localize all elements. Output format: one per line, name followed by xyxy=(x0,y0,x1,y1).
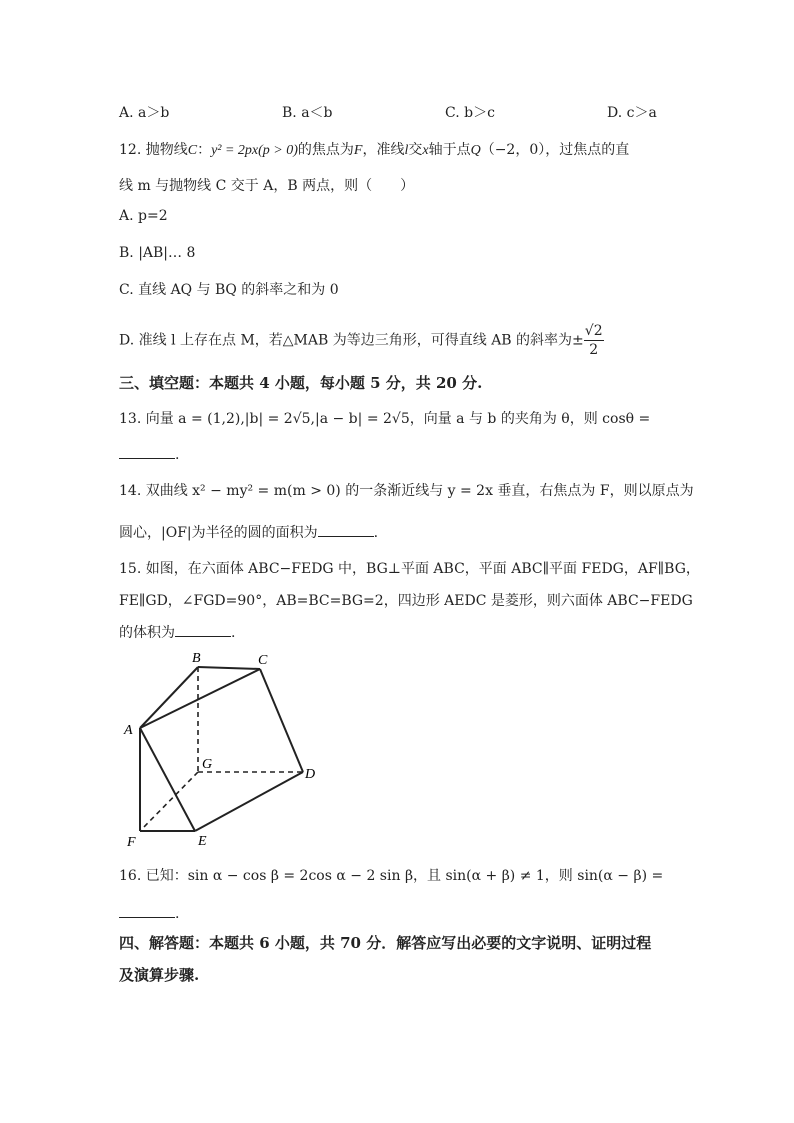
q16-stem: 16. 已知：sin α − cos β = 2cos α − 2 sin β，且 sin(α + β) ≠ 1，则 sin(α − β) = xyxy=(119,868,664,884)
section-3-heading: 三、填空题：本题共 4 小题，每小题 5 分，共 20 分. xyxy=(119,374,483,392)
label-c: C xyxy=(258,653,268,668)
q15-stem-line1: 15. 如图，在六面体 ABC−FEDG 中，BG⊥平面 ABC，平面 ABC∥平面 FEDG，AF∥BG， xyxy=(119,561,700,577)
q11-option-d: D. c＞a xyxy=(607,105,657,121)
q12-option-b: B. |AB|… 8 xyxy=(119,245,196,261)
label-g: G xyxy=(202,757,213,772)
q14-stem-line1: 14. 双曲线 x² − my² = m(m > 0) 的一条渐近线与 y = 2x 垂直，右焦点为 F，则以原点为 xyxy=(119,483,694,499)
q12-stem-line1: 12. 抛物线C：y² = 2px(p > 0)的焦点为F，准线l交x轴于点Q（−2，0），过焦点的直 xyxy=(119,142,630,158)
edge-ab xyxy=(140,667,198,728)
edge-de xyxy=(195,772,303,831)
hexahedron-figure xyxy=(115,645,330,850)
q16-blank[interactable] xyxy=(119,903,175,918)
label-e: E xyxy=(198,834,207,849)
fraction-sqrt2-over-2: $\frac{√2}{2}$ xyxy=(584,323,603,358)
q15-stem-line2: FE∥GD，∠FGD=90°，AB=BC=BG=2，四边形 AEDC 是菱形，则六面体 ABC−FEDG xyxy=(119,593,693,609)
q11-option-b: B. a＜b xyxy=(282,105,333,121)
section-4-heading-line1: 四、解答题：本题共 6 小题，共 70 分．解答应写出必要的文字说明、证明过程 xyxy=(119,934,652,952)
edge-bc xyxy=(198,667,260,669)
q16-answer-line: . xyxy=(119,903,179,924)
label-d: D xyxy=(305,767,316,782)
q13-blank[interactable] xyxy=(119,444,175,459)
label-b: B xyxy=(192,651,201,666)
q12-option-d: D. 准线 l 上存在点 M，若△MAB 为等边三角形，可得直线 AB 的斜率为± $\frac{√2}{2}$ xyxy=(119,323,603,358)
q12-option-a: A. p=2 xyxy=(119,208,168,224)
q11-option-c: C. b＞c xyxy=(445,105,495,121)
edge-ae xyxy=(140,728,195,831)
label-a: A xyxy=(124,723,133,738)
q11-option-a: A. a＞b xyxy=(119,105,170,121)
section-4-heading-line2: 及演算步骤. xyxy=(119,966,200,984)
q14-stem-line2: 圆心，|OF|为半径的圆的面积为 . xyxy=(119,522,378,543)
q15-stem-line3: 的体积为 . xyxy=(119,622,235,643)
q15-blank[interactable] xyxy=(175,622,231,637)
q12-option-c: C. 直线 AQ 与 BQ 的斜率之和为 0 xyxy=(119,282,339,298)
edge-ac xyxy=(140,669,260,728)
edge-cd xyxy=(260,669,303,772)
q14-blank[interactable] xyxy=(318,522,374,537)
q13-stem: 13. 向量 a = (1,2),|b| = 2√5,|a − b| = 2√5，向量 a 与 b 的夹角为 θ，则 cosθ = xyxy=(119,411,651,427)
label-f: F xyxy=(127,835,136,850)
q12-stem-line2: 线 m 与抛物线 C 交于 A，B 两点，则（ ） xyxy=(119,178,415,194)
q13-answer-line: . xyxy=(119,444,179,465)
